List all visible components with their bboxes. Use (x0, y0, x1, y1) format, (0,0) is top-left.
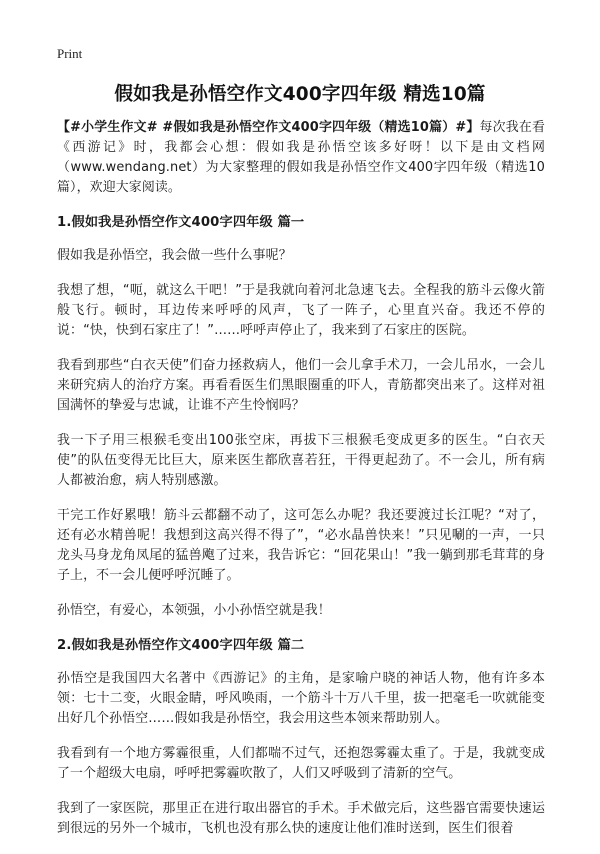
print-label: Print (57, 46, 83, 61)
paragraph: 孙悟空是我国四大名著中《西游记》的主角，是家喻户晓的神话人物，他有许多本领：七十二变，火眼金睛，呼风唤雨，一个筋斗十万八千里，拔一把毫毛一吹就能变出好几个孙悟空……假如我是孙悟空，我会用这些本领来帮助别人。 (57, 671, 545, 726)
intro-tags: 【#小学生作文# #假如我是孙悟空作文400字四年级（精选10篇）#】 (57, 120, 480, 135)
paragraph: 孙悟空，有爱心，本领强，小小孙悟空就是我！ (57, 603, 331, 618)
page-title: 假如我是孙悟空作文400字四年级 精选10篇 (114, 84, 486, 105)
paragraph: 我到了一家医院，那里正在进行取出器官的手术。手术做完后，这些器官需要快速运到很远的另外一个城市，飞机也没有那么快的速度让他们准时送到，医生们很着 (57, 801, 545, 836)
paragraph: 我一下子用三根猴毛变出100张空床，再拔下三根猴毛变成更多的医生。“白衣天使”的队伍变得无比巨大，原来医生都欣喜若狂，干得更起劲了。不一会儿，所有病人都被治愈，病人特别感激。 (57, 433, 545, 488)
paragraph: 我看到那些“白衣天使”们奋力拯救病人，他们一会儿拿手术刀，一会儿吊水，一会儿来研究病人的治疗方案。再看看医生们黑眼圈重的吓人，青筋都突出来了。这样对祖国满怀的挚爱与忠诚，让谁不产生怜悯吗？ (57, 358, 545, 413)
paragraph: 假如我是孙悟空，我会做一些什么事呢？ (57, 248, 292, 263)
paragraph: 我想了想，“呃，就这么干吧！”于是我就向着河北急速飞去。全程我的筋斗云像火箭般飞行。顿时，耳边传来呼呼的风声，飞了一阵子，心里直兴奋。我还不停的说：“快，快到石家庄了！”……呼呼声停止了，我来到了石家庄的医院。 (57, 283, 545, 338)
section-heading-1: 1.假如我是孙悟空作文400字四年级 篇一 (57, 215, 305, 230)
section-heading-2: 2.假如我是孙悟空作文400字四年级 篇二 (57, 638, 305, 653)
document-body (57, 118, 545, 854)
intro-text: 每次我在看《西游记》时，我都会心想：假如我是孙悟空该多好呀！以下是由文档网（www.wendang.net）为大家整理的假如我是孙悟空作文400字四年级（精选10篇），欢迎大家阅读。 (57, 120, 545, 195)
paragraph: 我看到有一个地方雾霾很重，人们都喘不过气，还抱怨雾霾太重了。于是，我就变成了一个超级大电扇，呼呼把雾霾吹散了，人们又呼吸到了清新的空气。 (57, 746, 545, 781)
intro-paragraph (57, 118, 545, 198)
paragraph: 干完工作好累哦！筋斗云都翻不动了，这可怎么办呢？我还要渡过长江呢？“对了，还有必水精兽呢！我想到这高兴得不得了”，“必水晶兽快来！”只见唰的一声，一只龙头马身龙角凤尾的猛兽飑了过来，我告诉它：“回花果山！”我一躺到那毛茸茸的身子上，不一会儿便呼呼沉睡了。 (57, 508, 545, 583)
